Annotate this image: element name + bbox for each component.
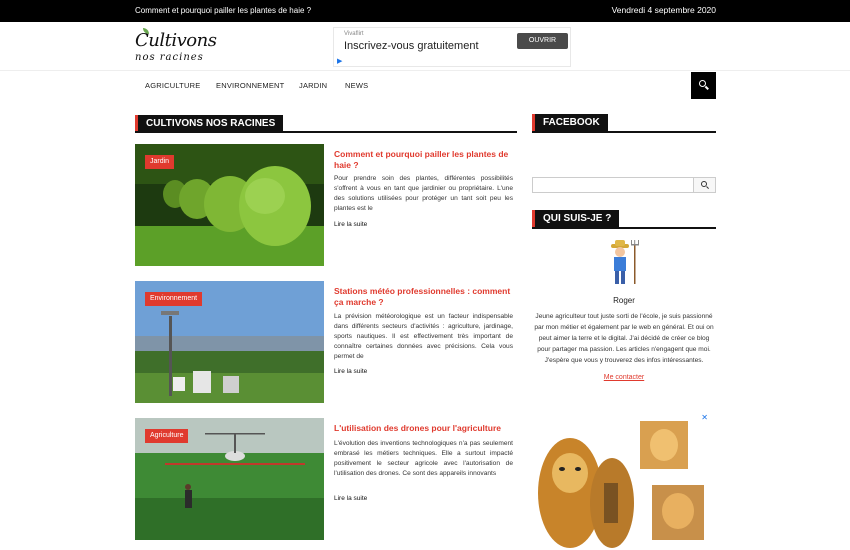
nav-item-jardin[interactable]: JARDIN xyxy=(299,81,328,90)
section-title-rule xyxy=(135,131,517,133)
author-bio: Jeune agriculteur tout juste sorti de l'école, je suis passionné par mon métier et également par le web en général. Et oui on peut aimer la terre et le digital. J'ai décidé de créer ce blog pour partager ma passion. Les articles n'engagent que moi. J'espère que vous y trouverez des infos intéressantes. xyxy=(534,313,714,364)
top-bar xyxy=(0,0,850,22)
top-banner-ad[interactable] xyxy=(333,27,571,67)
read-more-link[interactable]: Lire la suite xyxy=(334,368,368,375)
logo-line-2: nos racines xyxy=(135,52,204,63)
post-thumbnail-drone[interactable] xyxy=(135,418,324,540)
nav-item-news[interactable]: NEWS xyxy=(345,81,369,90)
ad-choices-icon[interactable]: ▶ xyxy=(337,58,343,65)
post-tag[interactable]: Environnement xyxy=(145,292,202,306)
ad-headline[interactable]: Inscrivez-vous gratuitement xyxy=(344,40,479,52)
current-date: Vendredi 4 septembre 2020 xyxy=(611,5,716,15)
section-title: CULTIVONS NOS RACINES xyxy=(135,115,283,133)
tiger-hoodie-ad-image xyxy=(532,413,716,550)
main-nav xyxy=(0,70,850,99)
post-title[interactable]: L'utilisation des drones pour l'agriculture xyxy=(334,423,501,433)
post-excerpt: La prévision météorologique est un facteur indispensable dans différents secteurs d'activités : agriculture, jardinage, sports nautiques. Il est effectivement très important de connaître certaines données avec précisions. Cela vous permet de xyxy=(334,313,513,360)
site-logo[interactable] xyxy=(135,28,225,68)
content-area xyxy=(0,99,850,550)
farmer-avatar xyxy=(608,240,642,288)
nav-search-button[interactable] xyxy=(691,72,716,99)
ad-close-icon[interactable]: ✕ xyxy=(701,413,708,422)
nav-item-agriculture[interactable]: AGRICULTURE xyxy=(145,81,201,90)
about-title-rule xyxy=(532,227,716,229)
post-thumbnail-hedges[interactable] xyxy=(135,144,324,266)
sidebar-search-button[interactable] xyxy=(693,178,715,192)
read-more-link[interactable]: Lire la suite xyxy=(334,221,368,228)
sidebar-ad[interactable] xyxy=(532,413,716,550)
ad-brand: Vivaflirt xyxy=(344,31,364,37)
facebook-widget-title: FACEBOOK xyxy=(532,114,608,132)
logo-line-1: Cultivons xyxy=(135,30,217,51)
post-excerpt: L'évolution des inventions technologiques n'a pas seulement embrasé les métiers techniques. Elle a surtout impacté positivement le secteur agricole avec l'autorisation de l'utilisation des drones. Ce sont des appareils innovants xyxy=(334,440,513,477)
sidebar-search xyxy=(532,177,716,193)
post-excerpt: Pour prendre soin des plantes, différentes possibilités s'offrent à vous en tant que jardinier ou propriétaire. L'une des solutions utilisées pour protéger un tant soit peu les plantes est le xyxy=(334,175,513,212)
author-name: Roger xyxy=(613,296,635,305)
news-ticker-link[interactable]: Comment et pourquoi pailler les plantes de haie ? xyxy=(135,6,312,15)
facebook-title-rule xyxy=(532,131,716,133)
read-more-link[interactable]: Lire la suite xyxy=(334,495,368,502)
post-tag[interactable]: Agriculture xyxy=(145,429,188,443)
contact-link[interactable]: Me contacter xyxy=(603,374,645,381)
post-title[interactable]: Stations météo professionnelles : comment ça marche ? xyxy=(334,286,511,307)
about-widget-title: QUI SUIS-JE ? xyxy=(532,210,619,228)
post-thumbnail-weather-station[interactable] xyxy=(135,281,324,403)
post-tag[interactable]: Jardin xyxy=(145,155,174,169)
nav-item-environnement[interactable]: ENVIRONNEMENT xyxy=(216,81,285,90)
site-header xyxy=(0,22,850,70)
ad-open-button[interactable]: OUVRIR xyxy=(517,33,568,49)
post-title[interactable]: Comment et pourquoi pailler les plantes de haie ? xyxy=(334,149,509,170)
sidebar-search-input[interactable] xyxy=(533,178,693,192)
